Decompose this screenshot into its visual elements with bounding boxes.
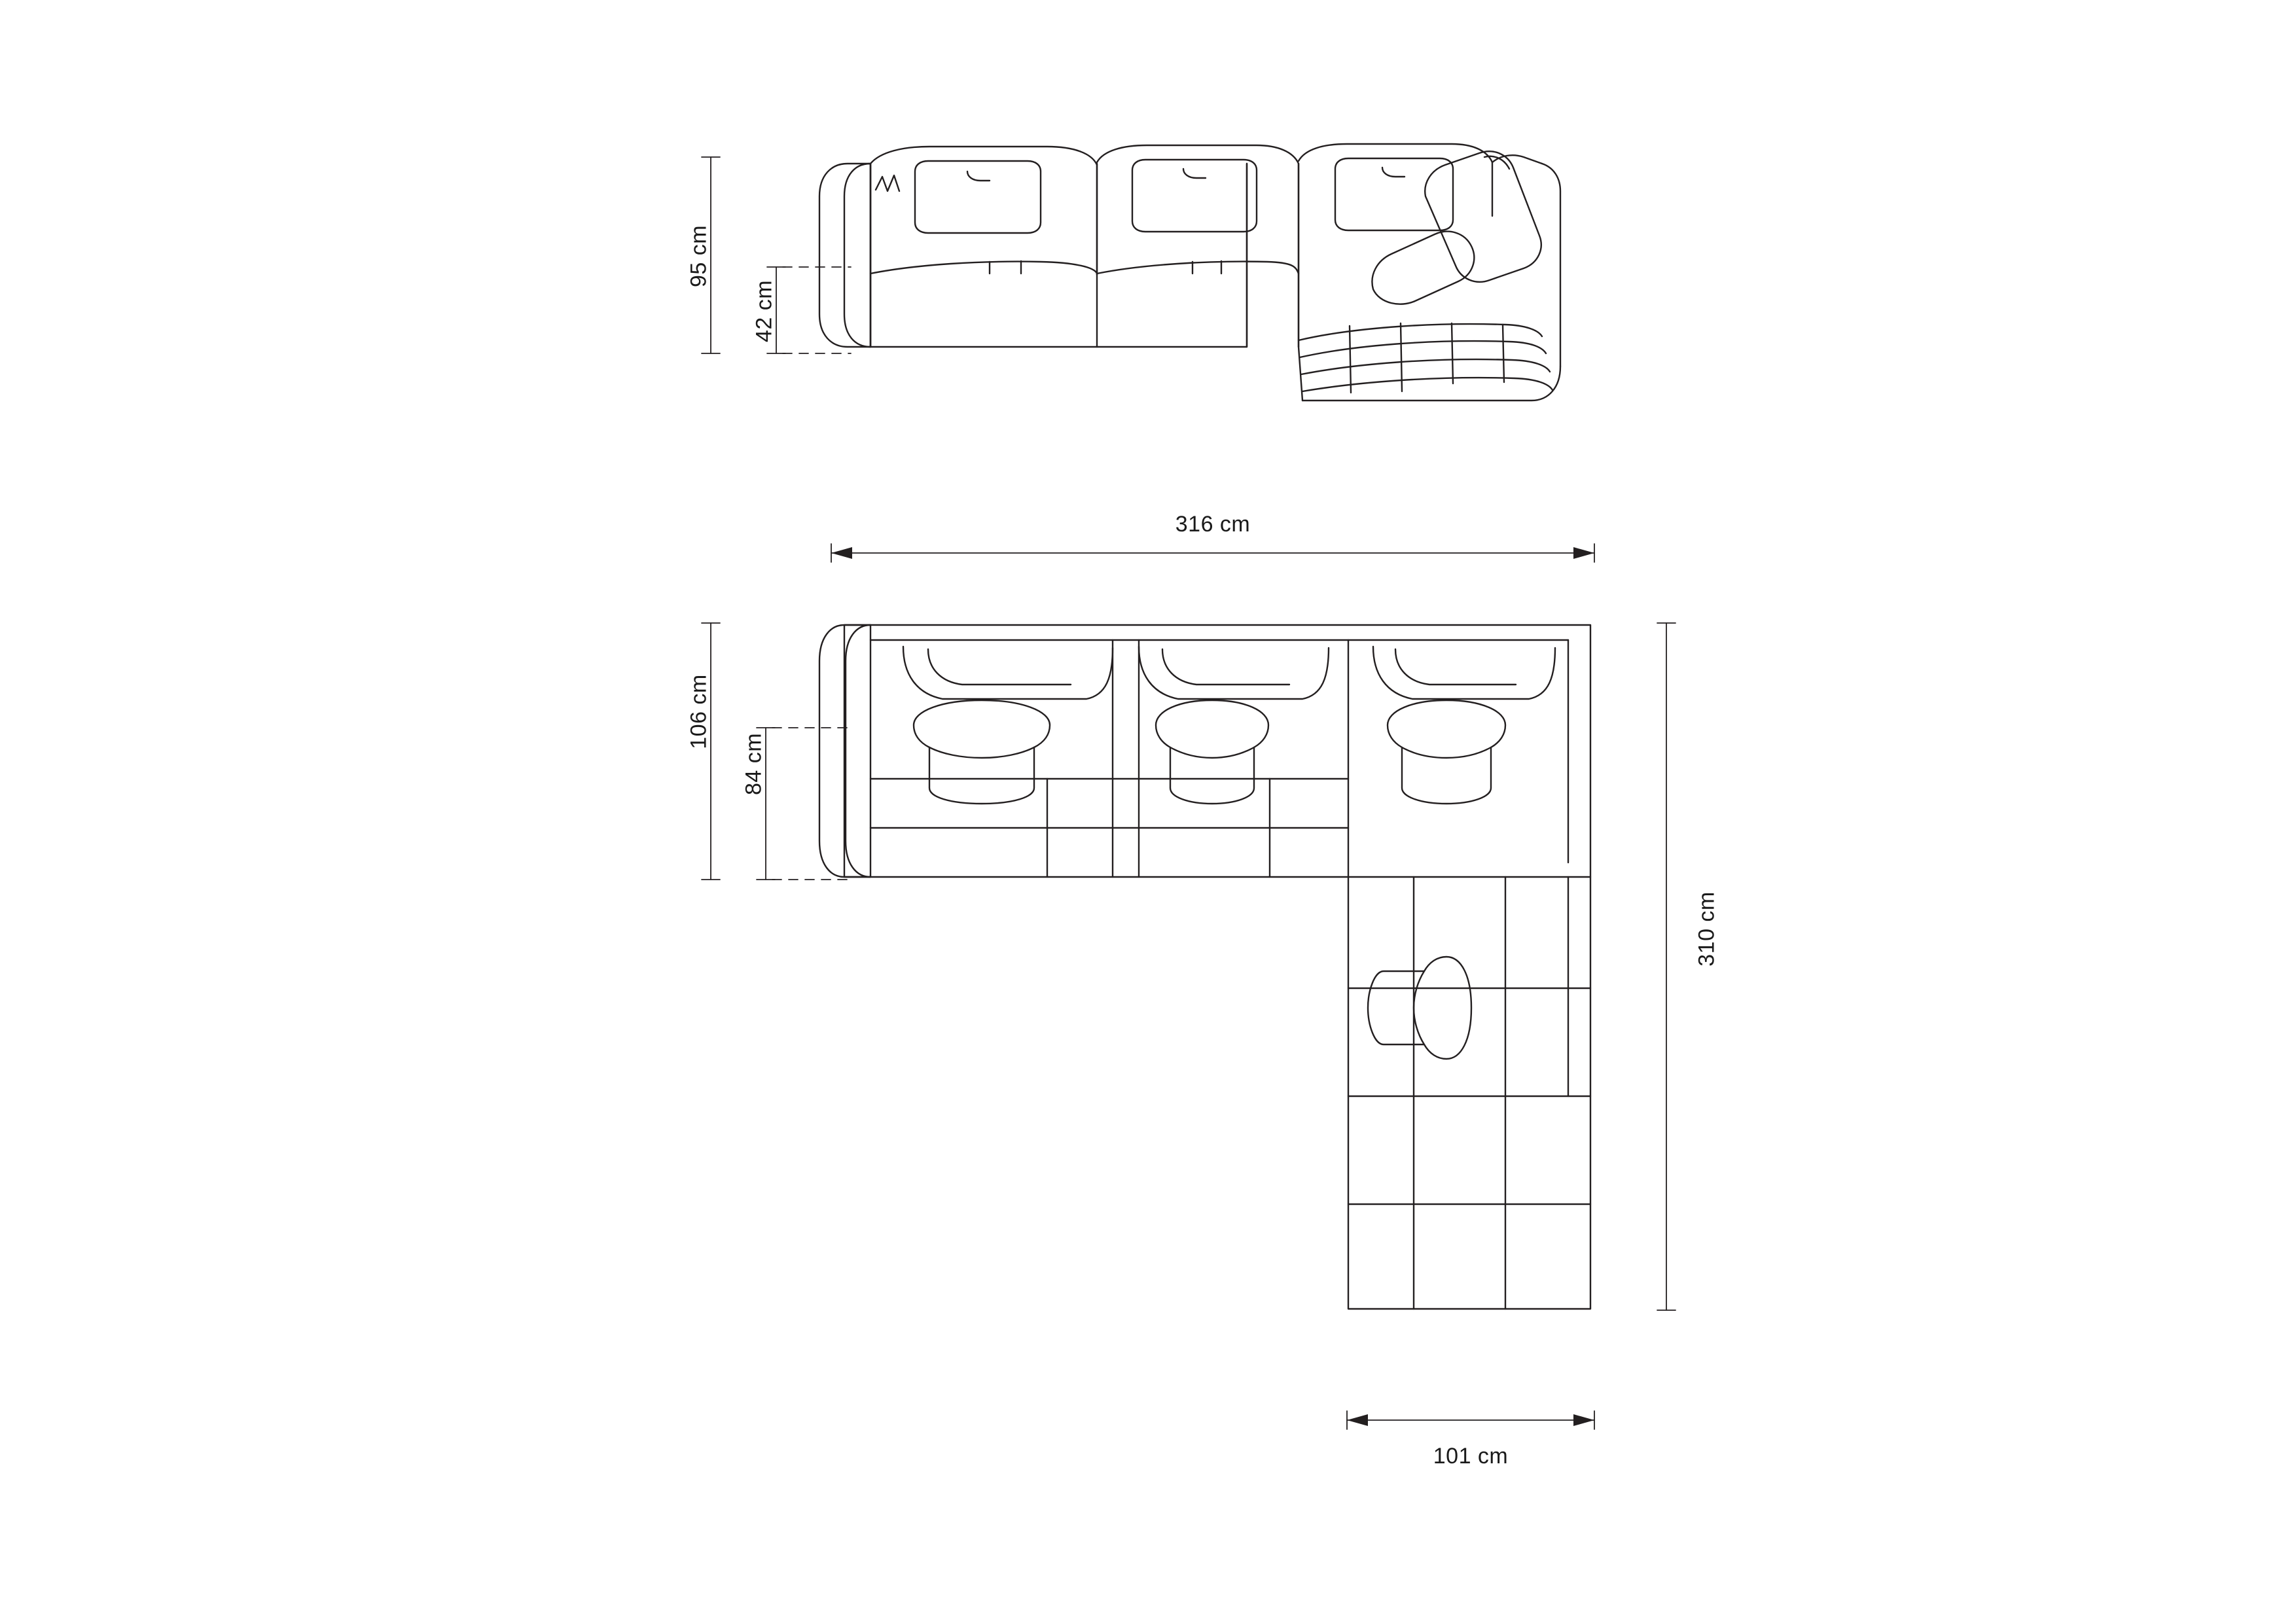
dim-label-depth-seat: 84 cm (741, 732, 766, 796)
dim-label-depth-left-arm: 106 cm (686, 674, 711, 749)
dim-label-width-total: 316 cm (1175, 512, 1251, 537)
dim-label-height-total: 95 cm (686, 224, 711, 288)
top-plan-dimension-lines (702, 544, 1676, 1429)
dim-label-depth-total: 310 cm (1694, 891, 1719, 967)
top-plan-geometry (819, 625, 1590, 1309)
dim-label-chaise-width: 101 cm (1433, 1444, 1509, 1469)
front-elevation-geometry (819, 144, 1560, 401)
dim-label-seat-height: 42 cm (751, 279, 777, 343)
